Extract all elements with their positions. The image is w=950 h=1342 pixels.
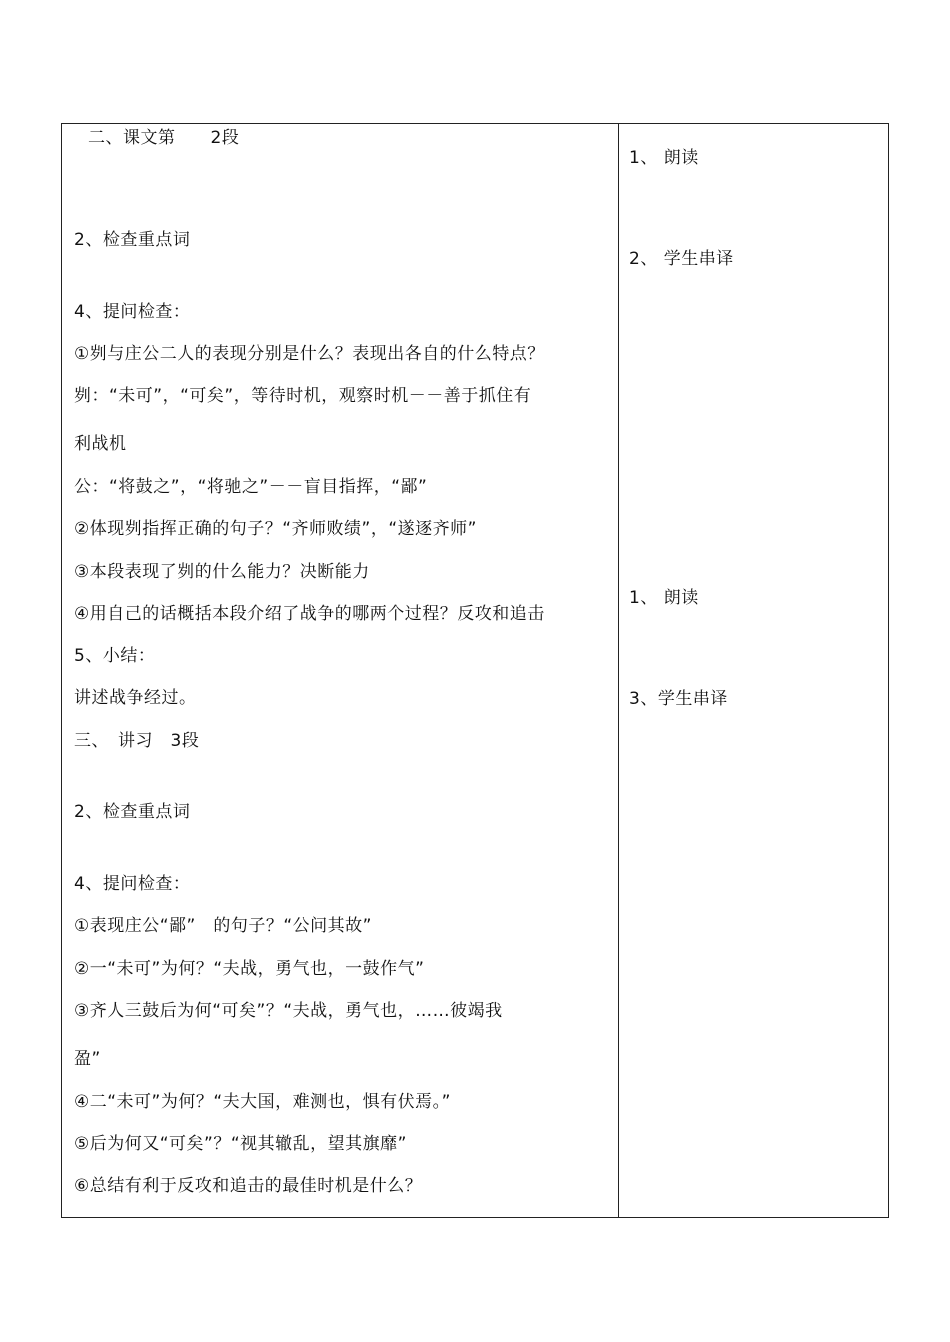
text-line: ②体现刿指挥正确的句子？“齐师败绩”，“遂逐齐师” xyxy=(74,519,477,539)
text-line: 公：“将鼓之”，“将驰之”－－盲目指挥，“鄙” xyxy=(74,477,428,497)
text-line: 5、小结： xyxy=(74,646,156,666)
activity-line: 1、 朗读 xyxy=(629,148,699,168)
text-line: 2、检查重点词 xyxy=(74,802,191,822)
text-line: ②一“未可”为何？“夫战，勇气也，一鼓作气” xyxy=(74,959,425,979)
text-line: ③本段表现了刿的什么能力？决断能力 xyxy=(74,562,370,582)
text-line: 刿：“未可”，“可矣”，等待时机，观察时机－－善于抓住有 xyxy=(74,386,532,406)
text-line: ⑤后为何又“可矣”？“视其辙乱，望其旗靡” xyxy=(74,1134,407,1154)
text-line: ⑥总结有利于反攻和追击的最佳时机是什么？ xyxy=(74,1176,423,1196)
text-line: ①表现庄公“鄙” 的句子？“公问其故” xyxy=(74,916,372,936)
column-divider xyxy=(618,124,619,1217)
text-line: ③齐人三鼓后为何“可矣”？“夫战，勇气也，……彼竭我 xyxy=(74,1001,503,1021)
section-heading-two: 二、课文第 2段 xyxy=(88,128,240,148)
text-line: 4、提问检查： xyxy=(74,302,191,322)
text-line: ④二“未可”为何？“夫大国，难测也，惧有伏焉。” xyxy=(74,1092,451,1112)
activity-line: 1、 朗读 xyxy=(629,588,699,608)
activity-line: 2、 学生串译 xyxy=(629,249,734,269)
text-line: 讲述战争经过。 xyxy=(74,688,197,708)
section-heading-three: 三、 讲习 3段 xyxy=(74,731,200,751)
text-line: ④用自己的话概括本段介绍了战争的哪两个过程？反攻和追击 xyxy=(74,604,545,624)
lesson-table xyxy=(61,123,889,1218)
text-line: ①刿与庄公二人的表现分别是什么？表现出各自的什么特点？ xyxy=(74,344,545,364)
activity-line: 3、学生串译 xyxy=(629,689,728,709)
text-line: 4、提问检查： xyxy=(74,874,191,894)
text-line: 利战机 xyxy=(74,434,127,454)
text-line: 2、检查重点词 xyxy=(74,230,191,250)
text-line: 盈” xyxy=(74,1049,101,1069)
